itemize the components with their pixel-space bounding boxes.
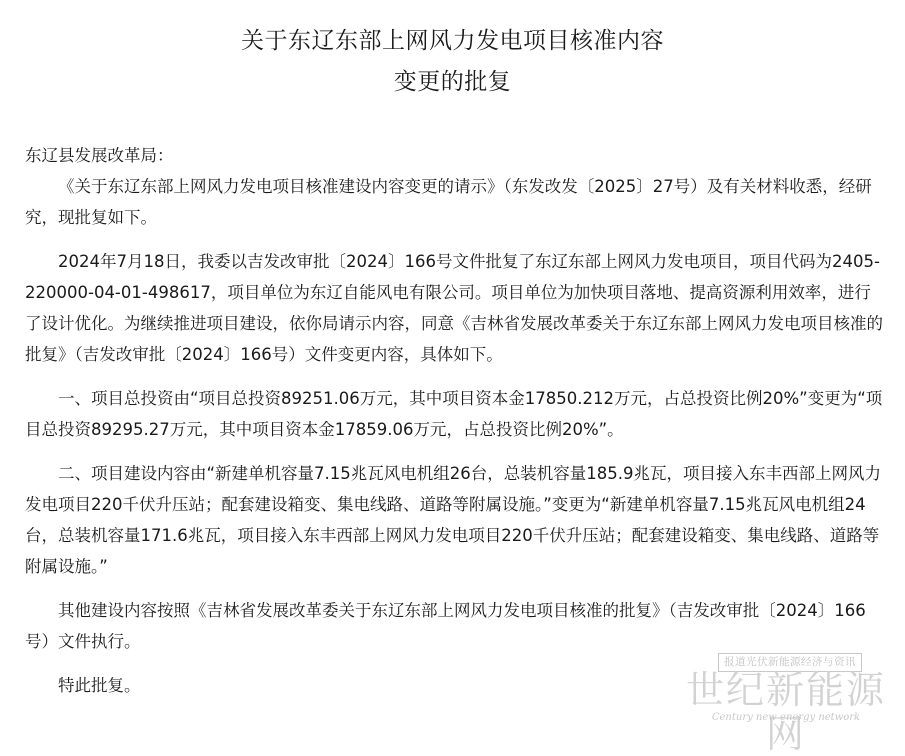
watermark-brand: 世纪新能源网 <box>685 668 886 756</box>
watermark-tagline: 报道光伏新能源经济与资讯 <box>718 653 862 672</box>
recipient-line: 东辽县发展改革局： <box>25 146 174 165</box>
paragraph-construction-change: 二、项目建设内容由“新建单机容量7.15兆瓦风电机组26台，总装机容量185.9兆瓦，项目接入东丰西部上网风力发电项目220千伏升压站；配套建设箱变、集电线路、道路等附属设施。”变更为“新建单机容量7.15兆瓦风电机组24台，总装机容量171.6兆瓦，项目接入东丰西部上网风力发电项目220千伏升压站；配套建设箱变、集电线路、道路等附属设施。” <box>25 464 882 576</box>
document-body <box>25 140 883 701</box>
paragraph-request: 《关于东辽东部上网风力发电项目核准建设内容变更的请示》（东发改发〔2025〕27号）及有关材料收悉，经研究，现批复如下。 <box>25 177 872 227</box>
document-title-line2: 变更的批复 <box>393 69 512 95</box>
paragraph-other-content: 其他建设内容按照《吉林省发展改革委关于东辽东部上网风力发电项目核准的批复》（吉发改审批〔2024〕166号）文件执行。 <box>25 601 866 651</box>
document-title-line1: 关于东辽东部上网风力发电项目核准内容 <box>241 28 664 54</box>
paragraph-closing: 特此批复。 <box>58 676 141 695</box>
paragraph-investment-change: 一、项目总投资由“项目总投资89251.06万元，其中项目资本金17850.212万元，占总投资比例20%”变更为“项目总投资89295.27万元，其中项目资本金17859.06万元，占总投资比例20%”。 <box>25 389 883 439</box>
paragraph-background: 2024年7月18日，我委以吉发改审批〔2024〕166号文件批复了东辽东部上网风力发电项目，项目代码为2405-220000-04-01-498617，项目单位为东辽自能风电有限公司。项目单位为加快项目落地、提高资源利用效率，进行了设计优化。为继续推进项目建设，依你局请示内容，同意《吉林省发展改革委关于东辽东部上网风力发电项目核准的批复》（吉发改审批〔2024〕166号）文件变更内容，具体如下。 <box>25 252 883 364</box>
watermark-brand-en: Century new energy network <box>711 712 861 723</box>
